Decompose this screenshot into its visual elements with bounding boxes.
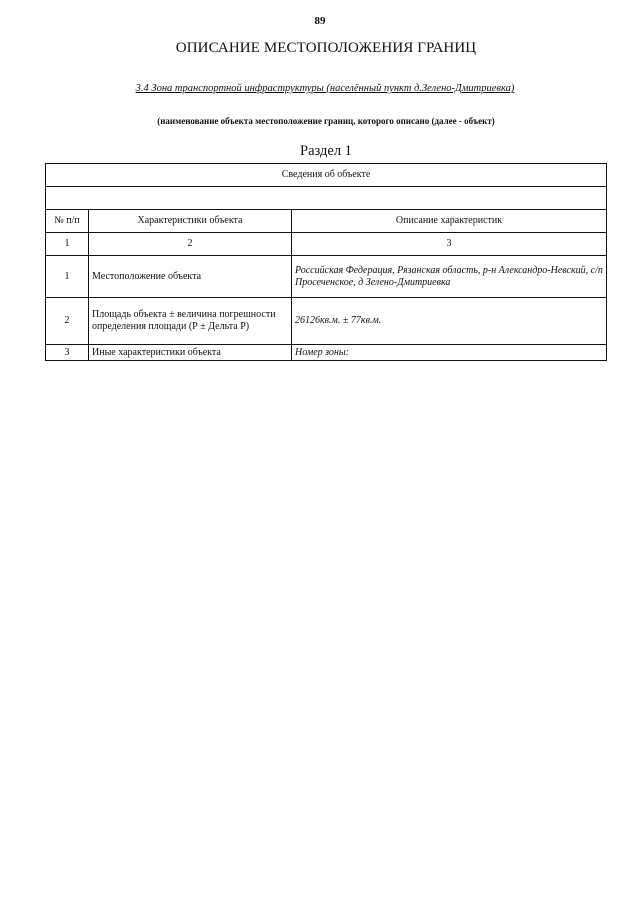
row-characteristic: Местоположение объекта bbox=[89, 256, 292, 298]
column-number-3: 3 bbox=[292, 233, 607, 256]
table-row bbox=[46, 298, 607, 345]
page-number: 89 bbox=[314, 15, 326, 27]
column-number-2: 2 bbox=[89, 233, 292, 256]
column-header-characteristic: Характеристики объекта bbox=[89, 210, 292, 233]
table-empty-cell bbox=[46, 187, 607, 210]
column-headers-row bbox=[46, 210, 607, 233]
column-numbers-row bbox=[46, 233, 607, 256]
row-number: 2 bbox=[46, 298, 89, 345]
object-name-caption: (наименование объекта местоположение границ, которого описано (далее - объект) bbox=[157, 116, 495, 126]
row-description: 26126кв.м. ± 77кв.м. bbox=[292, 298, 607, 345]
table-empty-row bbox=[46, 187, 607, 210]
table-header-row bbox=[46, 164, 607, 187]
column-header-number: № п/п bbox=[46, 210, 89, 233]
table-header: Сведения об объекте bbox=[46, 164, 607, 187]
row-description: Номер зоны: bbox=[292, 345, 607, 361]
page-title: ОПИСАНИЕ МЕСТОПОЛОЖЕНИЯ ГРАНИЦ bbox=[175, 40, 477, 56]
row-description: Российская Федерация, Рязанская область, р-н Александро-Невский, с/п Просеченское, д Зелено-Дмитриевка bbox=[292, 256, 607, 298]
column-number-1: 1 bbox=[46, 233, 89, 256]
table-row bbox=[46, 345, 607, 361]
row-characteristic: Площадь объекта ± величина погрешности определения площади (Р ± Дельта Р) bbox=[89, 298, 292, 345]
table-row bbox=[46, 256, 607, 298]
row-number: 1 bbox=[46, 256, 89, 298]
object-info-table bbox=[45, 163, 607, 361]
section-title: Раздел 1 bbox=[300, 143, 352, 159]
column-header-description: Описание характеристик bbox=[292, 210, 607, 233]
object-name: 3.4 Зона транспортной инфраструктуры (населённый пункт д.Зелено-Дмитриевка) bbox=[135, 83, 515, 94]
row-characteristic: Иные характеристики объекта bbox=[89, 345, 292, 361]
row-number: 3 bbox=[46, 345, 89, 361]
